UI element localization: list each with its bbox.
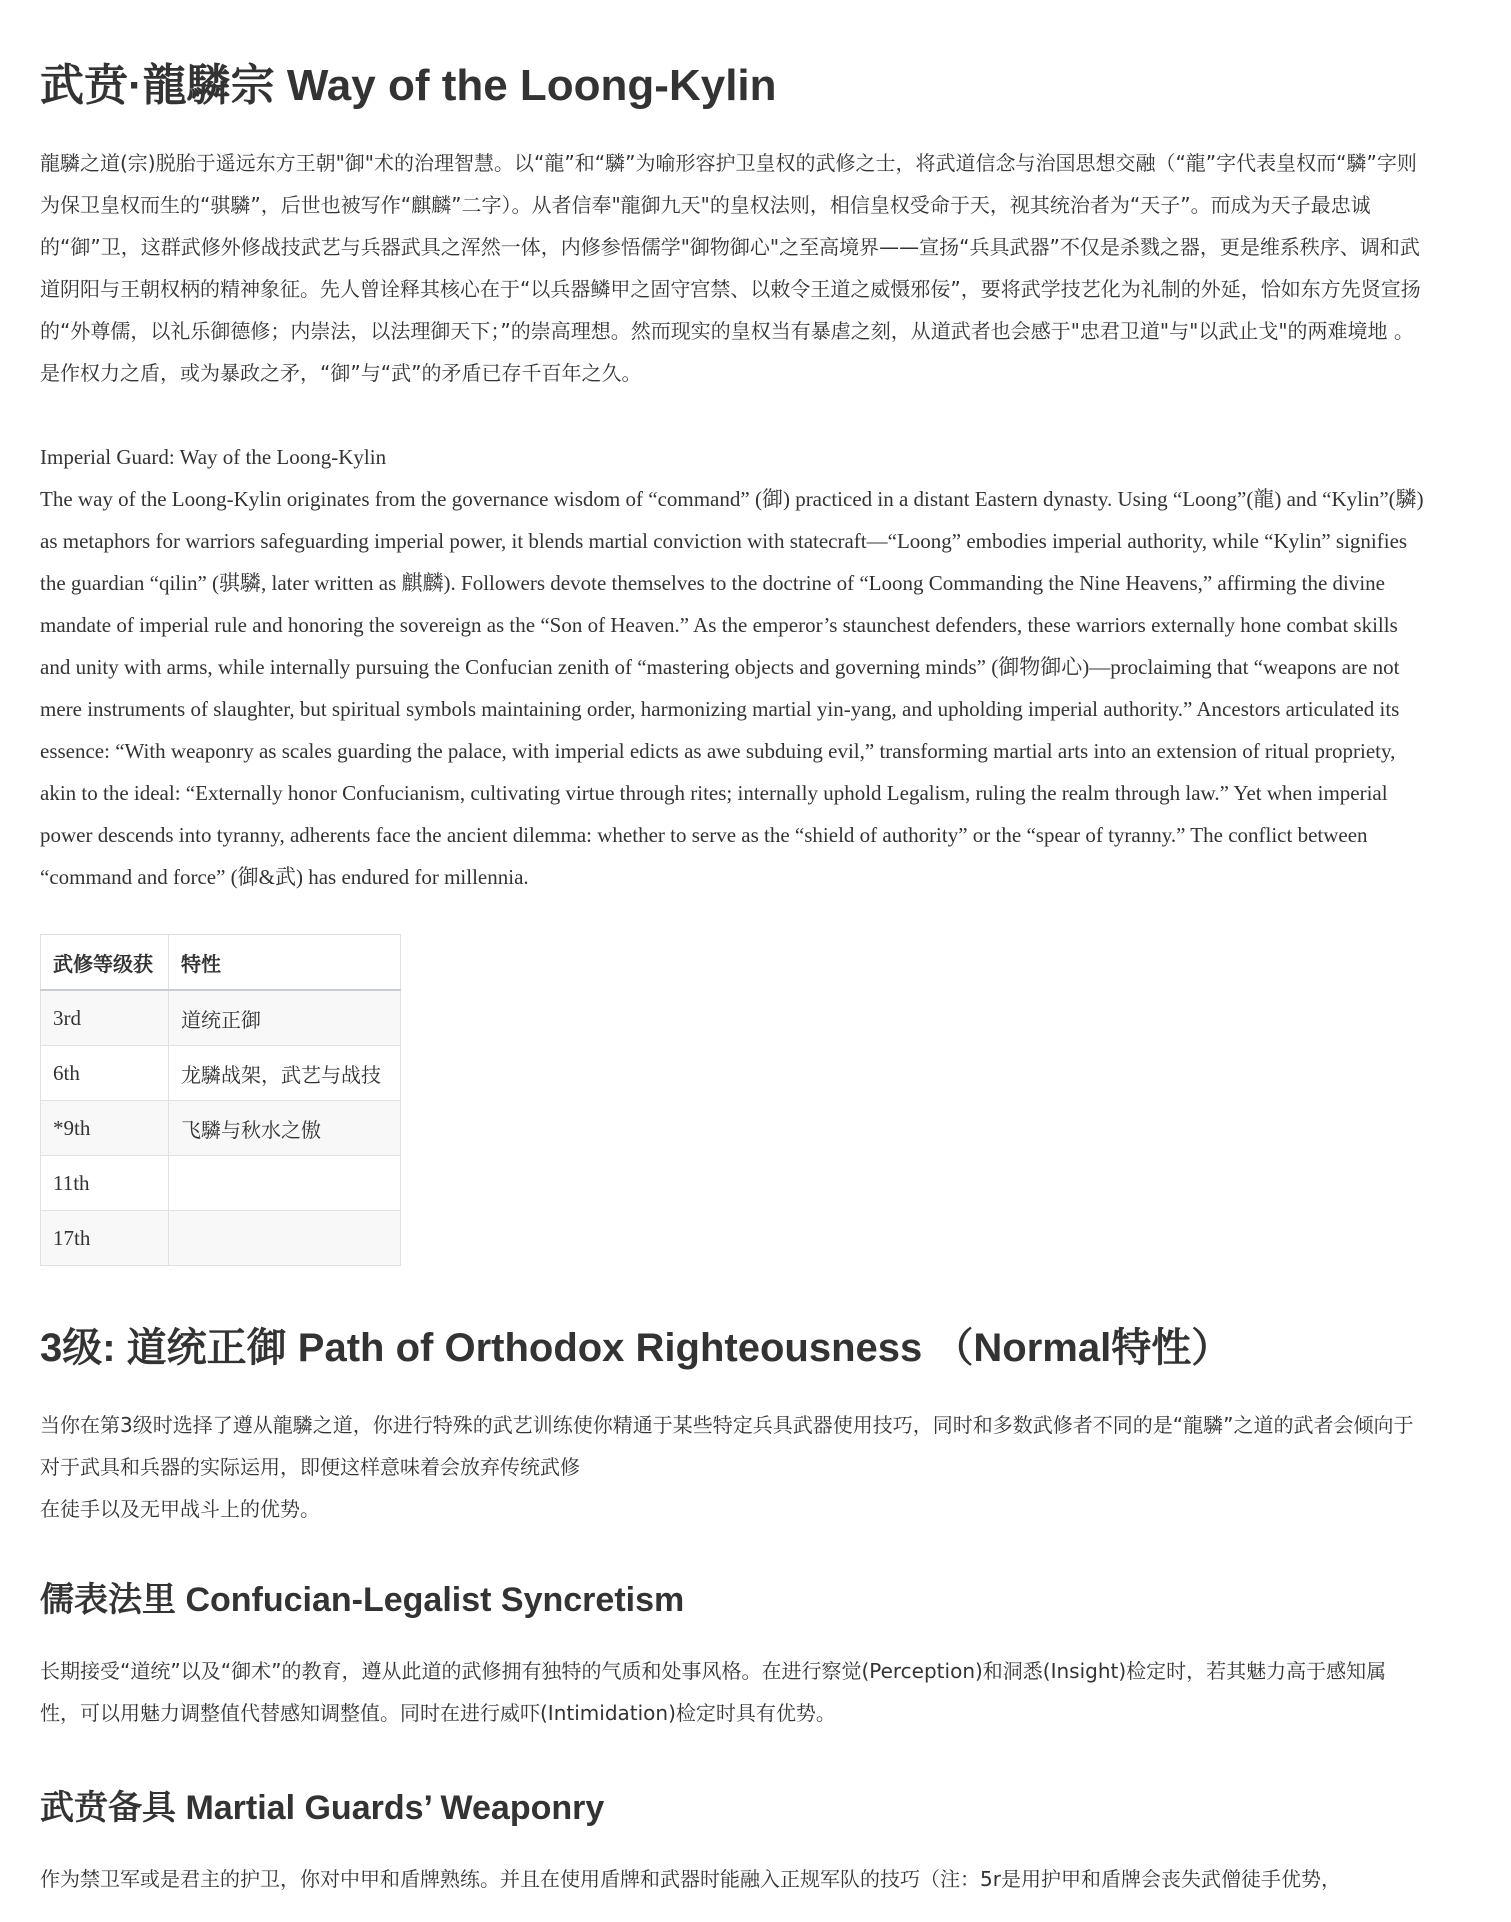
level-feature-table	[40, 934, 401, 1266]
table-header-feature: 特性	[169, 935, 401, 991]
subsection-heading-weaponry: 武贲备具 Martial Guards’ Weaponry	[40, 1789, 605, 1827]
table-row	[41, 1101, 401, 1156]
table-cell-feature: 龙驎战架，武艺与战技	[169, 1046, 401, 1101]
subsection-weaponry-body: 作为禁卫军或是君主的护卫，你对中甲和盾牌熟练。并且在使用盾牌和武器时能融入正规军队的技巧（注：5r是用护甲和盾牌会丧失武僧徒手优势，	[40, 1867, 1341, 1891]
table-row	[41, 1211, 401, 1266]
document-page	[40, 0, 1425, 1900]
table-cell-level: 11th	[41, 1156, 169, 1211]
table-cell-level: 3rd	[41, 990, 169, 1046]
subsection-syncretism-body: 长期接受“道统”以及“御术”的教育，遵从此道的武修拥有独特的气质和处事风格。在进行察觉(Perception)和洞悉(Insight)检定时，若其魅力高于感知属性，可以用魅力调整值代替感知调整值。同时在进行威吓(Intimidation)检定时具有优势。	[40, 1659, 1387, 1725]
section-heading-level3: 3级: 道统正御 Path of Orthodox Righteousness （Normal特性）	[40, 1326, 1232, 1370]
table-row	[41, 1046, 401, 1101]
spacer	[40, 1530, 1425, 1578]
subsection-heading-syncretism: 儒表法里 Confucian-Legalist Syncretism	[40, 1581, 685, 1619]
intro-english: The way of the Loong-Kylin originates from the governance wisdom of “command” (御) practiced in a distant Eastern dynasty. Using “Loong”(龍) and “Kylin”(驎) as metaphors for warriors safeguarding imperial power, it blends martial conviction with statecraft—“Loong” embodies imperial authority, while “Kylin” signifies the guardian “qilin” (骐驎, later written as 麒麟). Followers devote themselves to the doctrine of “Loong Commanding the Nine Heavens,” affirming the divine mandate of imperial rule and honoring the sovereign as the “Son of Heaven.” As the emperor’s staunchest defenders, these warriors externally hone combat skills and unity with arms, while internally pursuing the Confucian zenith of “mastering objects and governing minds” (御物御心)—proclaiming that “weapons are not mere instruments of slaughter, but spiritual symbols maintaining order, harmonizing martial yin-yang, and upholding imperial authority.” Ancestors articulated its essence: “With weaponry as scales guarding the palace, with imperial edicts as awe subduing evil,” transforming martial arts into an extension of ritual propriety, akin to the ideal: “Externally honor Confucianism, cultivating virtue through rites; internally uphold Legalism, ruling the realm through law.” Yet when imperial power descends into tyranny, adherents face the ancient dilemma: whether to serve as the “shield of authority” or the “spear of tyranny.” The conflict between “command and force” (御&武) has endured for millennia.	[40, 487, 1424, 889]
english-title: Imperial Guard: Way of the Loong-Kylin	[40, 445, 387, 469]
section-level3-body: 当你在第3级时选择了遵从龍驎之道，你进行特殊的武艺训练使你精通于某些特定兵具武器使用技巧，同时和多数武修者不同的是“龍驎”之道的武者会倾向于对于武具和兵器的实际运用，即便这样意味着会放弃传统武修	[40, 1413, 1414, 1479]
spacer	[40, 1734, 1425, 1786]
table-cell-feature	[169, 1211, 401, 1266]
table-cell-feature: 飞驎与秋水之傲	[169, 1101, 401, 1156]
page-title: 武贲·龍驎宗 Way of the Loong-Kylin	[40, 61, 777, 110]
section-level3-body-continued: 在徒手以及无甲战斗上的优势。	[40, 1497, 320, 1521]
table-header-row	[41, 935, 401, 991]
table-cell-feature	[169, 1156, 401, 1211]
spacer	[40, 394, 1425, 436]
table-cell-level: *9th	[41, 1101, 169, 1156]
table-row	[41, 990, 401, 1046]
table-cell-feature: 道统正御	[169, 990, 401, 1046]
table-cell-level: 17th	[41, 1211, 169, 1266]
intro-chinese: 龍驎之道(宗)脱胎于遥远东方王朝"御"术的治理智慧。以“龍”和“驎”为喻形容护卫皇权的武修之士，将武道信念与治国思想交融（“龍”字代表皇权而“驎”字则为保卫皇权而生的“骐驎”，后世也被写作“麒麟”二字）。从者信奉"龍御九天"的皇权法则，相信皇权受命于天，视其统治者为“天子”。而成为天子最忠诚的“御”卫，这群武修外修战技武艺与兵器武具之浑然一体，内修参悟儒学"御物御心"之至高境界——宣扬“兵具武器”不仅是杀戮之器，更是维系秩序、调和武道阴阳与王朝权柄的精神象征。先人曾诠释其核心在于“以兵器鳞甲之固守宫禁、以敕令王道之威慑邪佞”，要将武学技艺化为礼制的外延，恰如东方先贤宣扬的“外尊儒，以礼乐御德修；内崇法，以法理御天下；”的崇高理想。然而现实的皇权当有暴虐之刻，从道武者也会感于"忠君卫道"与"以武止戈"的两难境地 。是作权力之盾，或为暴政之矛，“御”与“武”的矛盾已存千百年之久。	[40, 151, 1421, 385]
table-header-level: 武修等级获	[41, 935, 169, 991]
table-cell-level: 6th	[41, 1046, 169, 1101]
table-row	[41, 1156, 401, 1211]
